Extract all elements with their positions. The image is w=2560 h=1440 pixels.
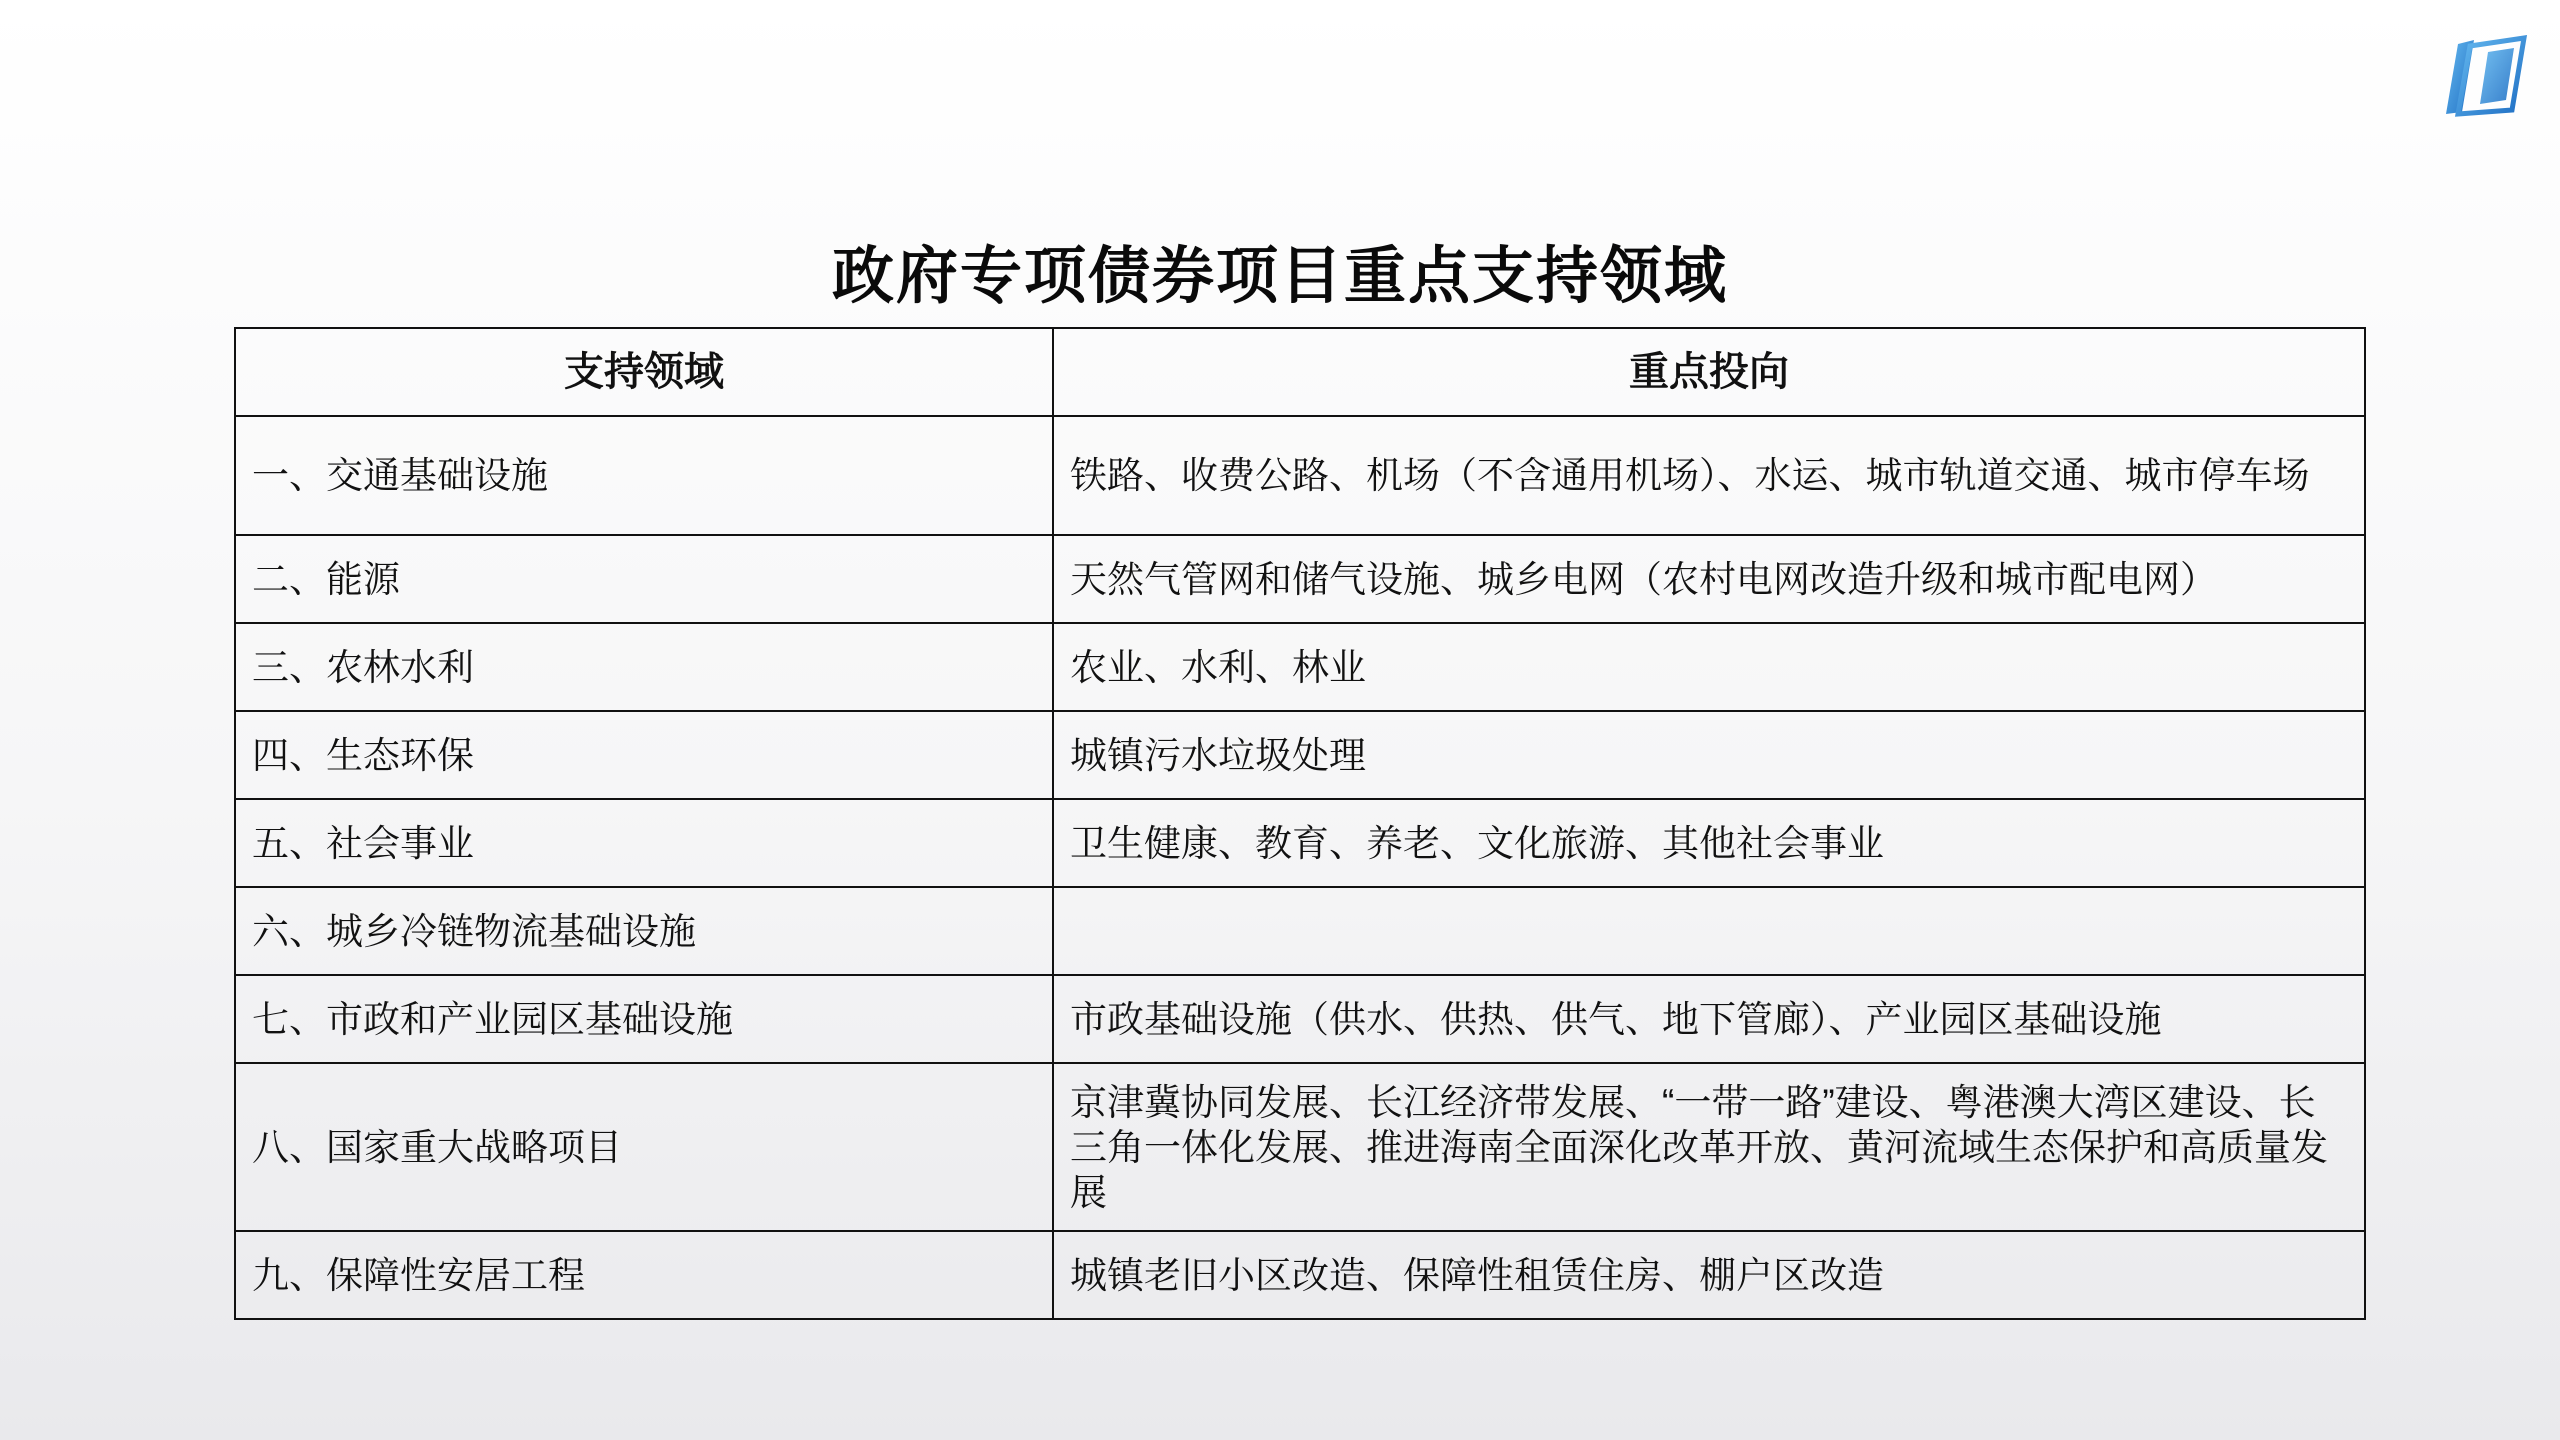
table-row xyxy=(235,887,2365,975)
table-row xyxy=(235,416,2365,535)
table-row xyxy=(235,623,2365,711)
table-row xyxy=(235,1063,2365,1231)
key-focus-cell: 城镇污水垃圾处理 xyxy=(1053,711,2365,799)
support-area-cell: 六、城乡冷链物流基础设施 xyxy=(235,887,1053,975)
support-area-cell: 九、保障性安居工程 xyxy=(235,1231,1053,1319)
table-row xyxy=(235,711,2365,799)
support-area-cell: 五、社会事业 xyxy=(235,799,1053,887)
support-area-cell: 四、生态环保 xyxy=(235,711,1053,799)
table-row xyxy=(235,975,2365,1063)
slanted-parallelogram-logo-icon xyxy=(2444,34,2528,118)
support-area-cell: 八、国家重大战略项目 xyxy=(235,1063,1053,1231)
page-title: 政府专项债券项目重点支持领域 xyxy=(831,239,1728,312)
key-focus-cell: 京津冀协同发展、长江经济带发展、“一带一路”建设、粤港澳大湾区建设、长三角一体化发展、推进海南全面深化改革开放、黄河流域生态保护和高质量发展 xyxy=(1053,1063,2365,1231)
table-row xyxy=(235,535,2365,623)
key-focus-cell xyxy=(1053,887,2365,975)
column-header-support-area: 支持领域 xyxy=(235,328,1053,416)
support-area-cell: 一、交通基础设施 xyxy=(235,416,1053,535)
support-area-cell: 二、能源 xyxy=(235,535,1053,623)
table-header-row xyxy=(235,328,2365,416)
support-area-cell: 七、市政和产业园区基础设施 xyxy=(235,975,1053,1063)
table-row xyxy=(235,799,2365,887)
key-focus-cell: 城镇老旧小区改造、保障性租赁住房、棚户区改造 xyxy=(1053,1231,2365,1319)
column-header-key-focus: 重点投向 xyxy=(1053,328,2365,416)
key-focus-cell: 铁路、收费公路、机场（不含通用机场）、水运、城市轨道交通、城市停车场 xyxy=(1053,416,2365,535)
support-areas-table xyxy=(234,327,2366,1320)
key-focus-cell: 市政基础设施（供水、供热、供气、地下管廊）、产业园区基础设施 xyxy=(1053,975,2365,1063)
table-row xyxy=(235,1231,2365,1319)
support-area-cell: 三、农林水利 xyxy=(235,623,1053,711)
key-focus-cell: 卫生健康、教育、养老、文化旅游、其他社会事业 xyxy=(1053,799,2365,887)
key-focus-cell: 农业、水利、林业 xyxy=(1053,623,2365,711)
key-focus-cell: 天然气管网和储气设施、城乡电网（农村电网改造升级和城市配电网） xyxy=(1053,535,2365,623)
